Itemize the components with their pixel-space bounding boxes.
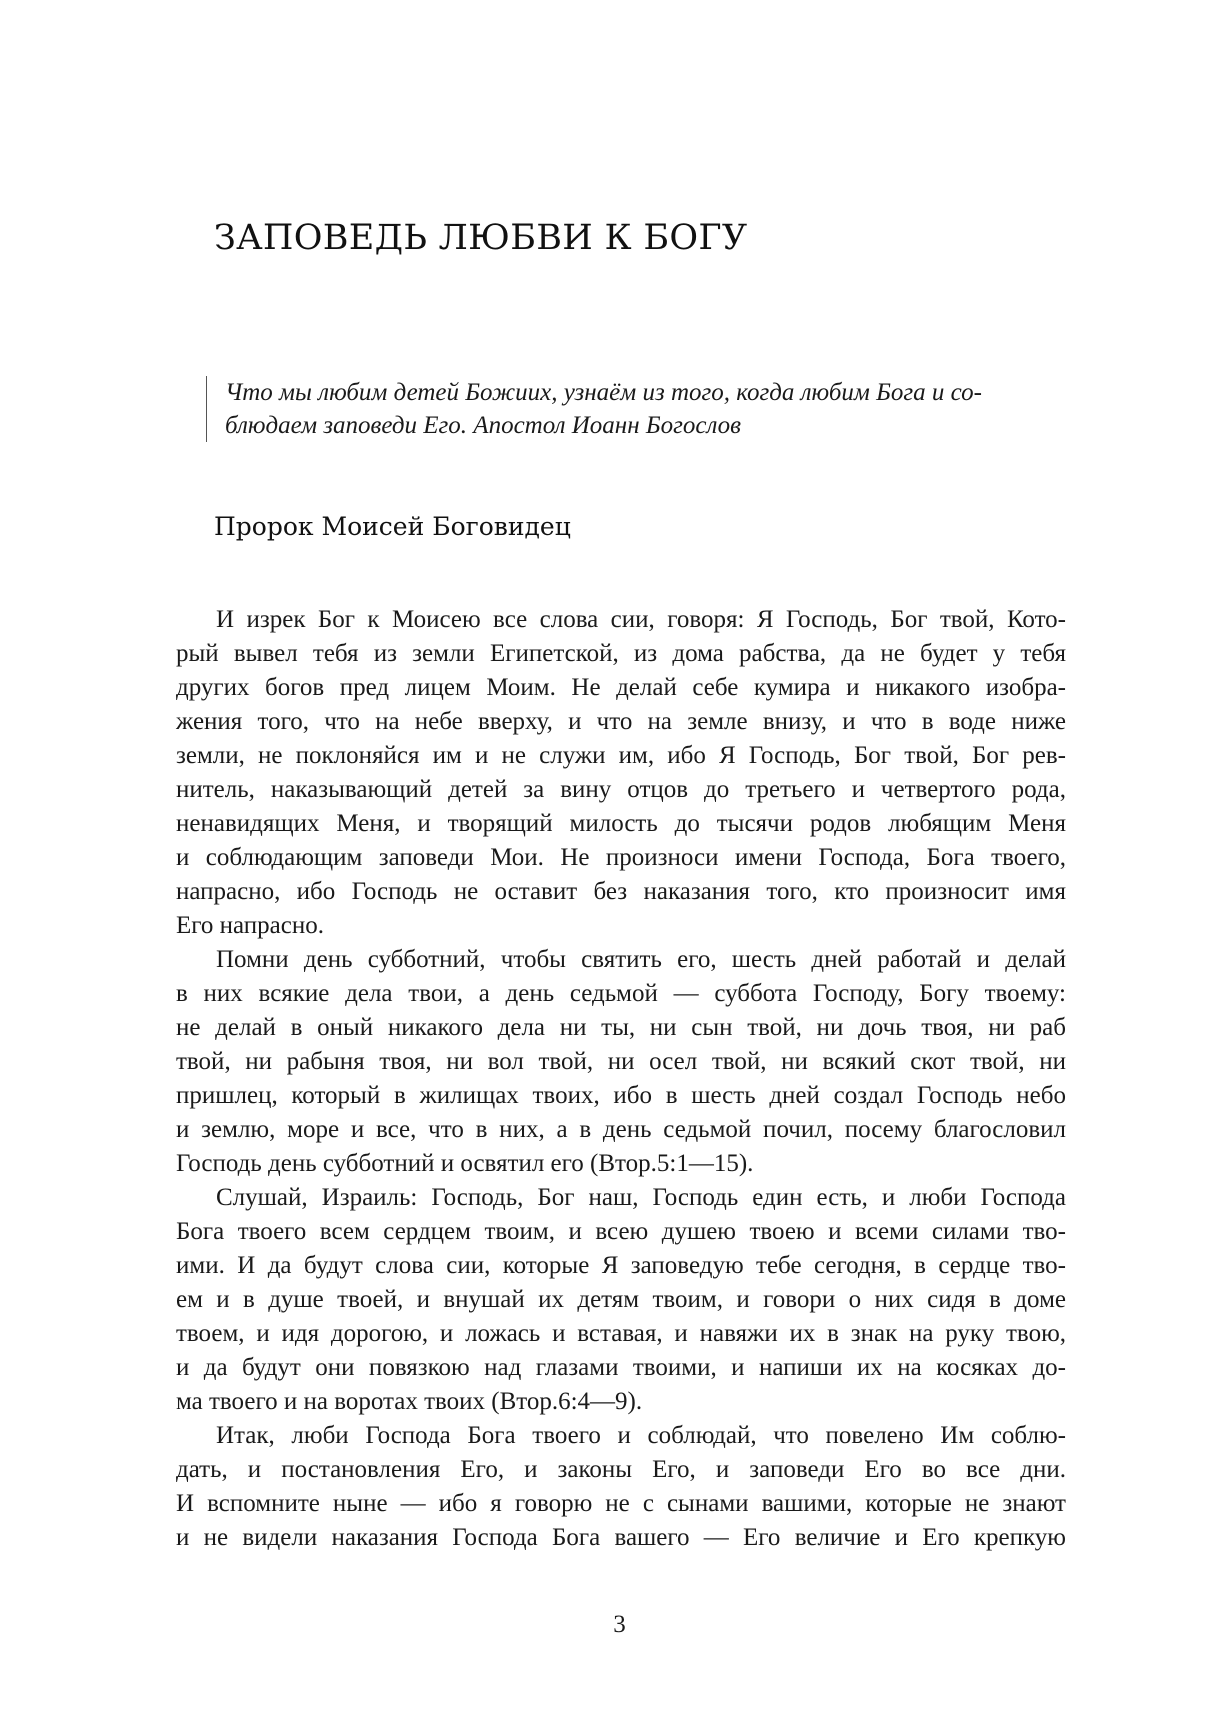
text-line: нитель, наказывающий детей за вину отцов до третьего и четвертого рода, xyxy=(176,776,1066,803)
text-line: ненавидящих Меня, и творящий милость до тысячи родов любящим Меня xyxy=(176,810,1066,837)
text-line: не делай в оный никакого дела ни ты, ни сын твой, ни дочь твоя, ни раб xyxy=(176,1014,1066,1041)
text-line: Помни день субботний, чтобы святить его, шесть дней работай и делай xyxy=(216,946,1066,973)
text-line: Его напрасно. xyxy=(176,912,324,939)
text-line: ем и в душе твоей, и внушай их детям твоим, и говори о них сидя в доме xyxy=(176,1286,1066,1313)
text-line: Господь день субботний и освятил его (Втор.5:1—15). xyxy=(176,1150,754,1177)
text-line: других богов пред лицем Моим. Не делай себе кумира и никакого изобра- xyxy=(176,674,1066,701)
body-text xyxy=(176,603,1066,1555)
chapter-title: ЗАПОВЕДЬ ЛЮБВИ К БОГУ xyxy=(214,218,748,258)
text-line: и землю, море и все, что в них, а в день седьмой почил, посему благословил xyxy=(176,1116,1066,1143)
text-line: и соблюдающим заповеди Мои. Не произноси имени Господа, Бога твоего, xyxy=(176,844,1066,871)
epigraph-line: блюдаем заповеди Его. Апостол Иоанн Богослов xyxy=(225,412,742,439)
text-line: пришлец, который в жилищах твоих, ибо в шесть дней создал Господь небо xyxy=(176,1082,1066,1109)
text-line: твой, ни рабыня твоя, ни вол твой, ни осел твой, ни всякий скот твой, ни xyxy=(176,1048,1066,1075)
text-line: И изрек Бог к Моисею все слова сии, говоря: Я Господь, Бог твой, Кото- xyxy=(216,606,1066,633)
text-line: Слушай, Израиль: Господь, Бог наш, Господь един есть, и люби Господа xyxy=(216,1184,1066,1211)
text-line: ими. И да будут слова сии, которые Я заповедую тебе сегодня, в сердце тво- xyxy=(176,1252,1066,1279)
text-line: ма твоего и на воротах твоих (Втор.6:4—9). xyxy=(176,1388,643,1415)
text-line: дать, и постановления Его, и законы Его, и заповеди Его во все дни. xyxy=(176,1456,1066,1483)
text-line: жения того, что на небе вверху, и что на земле внизу, и что в воде ниже xyxy=(176,708,1066,735)
text-line: земли, не поклоняйся им и не служи им, ибо Я Господь, Бог твой, Бог рев- xyxy=(176,742,1066,769)
text-line: напрасно, ибо Господь не оставит без наказания того, кто произносит имя xyxy=(176,878,1066,905)
epigraph xyxy=(206,376,1035,442)
page-number: 3 xyxy=(613,1611,626,1638)
section-title: Пророк Моисей Боговидец xyxy=(214,512,571,541)
text-line: твоем, и идя дорогою, и ложась и вставая, и навяжи их в знак на руку твою, xyxy=(176,1320,1066,1347)
epigraph-text xyxy=(225,376,1035,442)
text-line: рый вывел тебя из земли Египетской, из дома рабства, да не будет у тебя xyxy=(176,640,1066,667)
text-line: в них всякие дела твои, а день седьмой — суббота Господу, Богу твоему: xyxy=(176,980,1066,1007)
text-line: и не видели наказания Господа Бога вашего — Его величие и Его крепкую xyxy=(176,1524,1066,1551)
epigraph-line: Что мы любим детей Божиих, узнаём из того, когда любим Бога и со- xyxy=(225,379,982,406)
text-line: Бога твоего всем сердцем твоим, и всею душею твоею и всеми силами тво- xyxy=(176,1218,1066,1245)
text-line: и да будут они повязкою над глазами твоими, и напиши их на косяках до- xyxy=(176,1354,1066,1381)
text-line: И вспомните ныне — ибо я говорю не с сынами вашими, которые не знают xyxy=(176,1490,1066,1517)
text-line: Итак, люби Господа Бога твоего и соблюдай, что повелено Им соблю- xyxy=(216,1422,1066,1449)
